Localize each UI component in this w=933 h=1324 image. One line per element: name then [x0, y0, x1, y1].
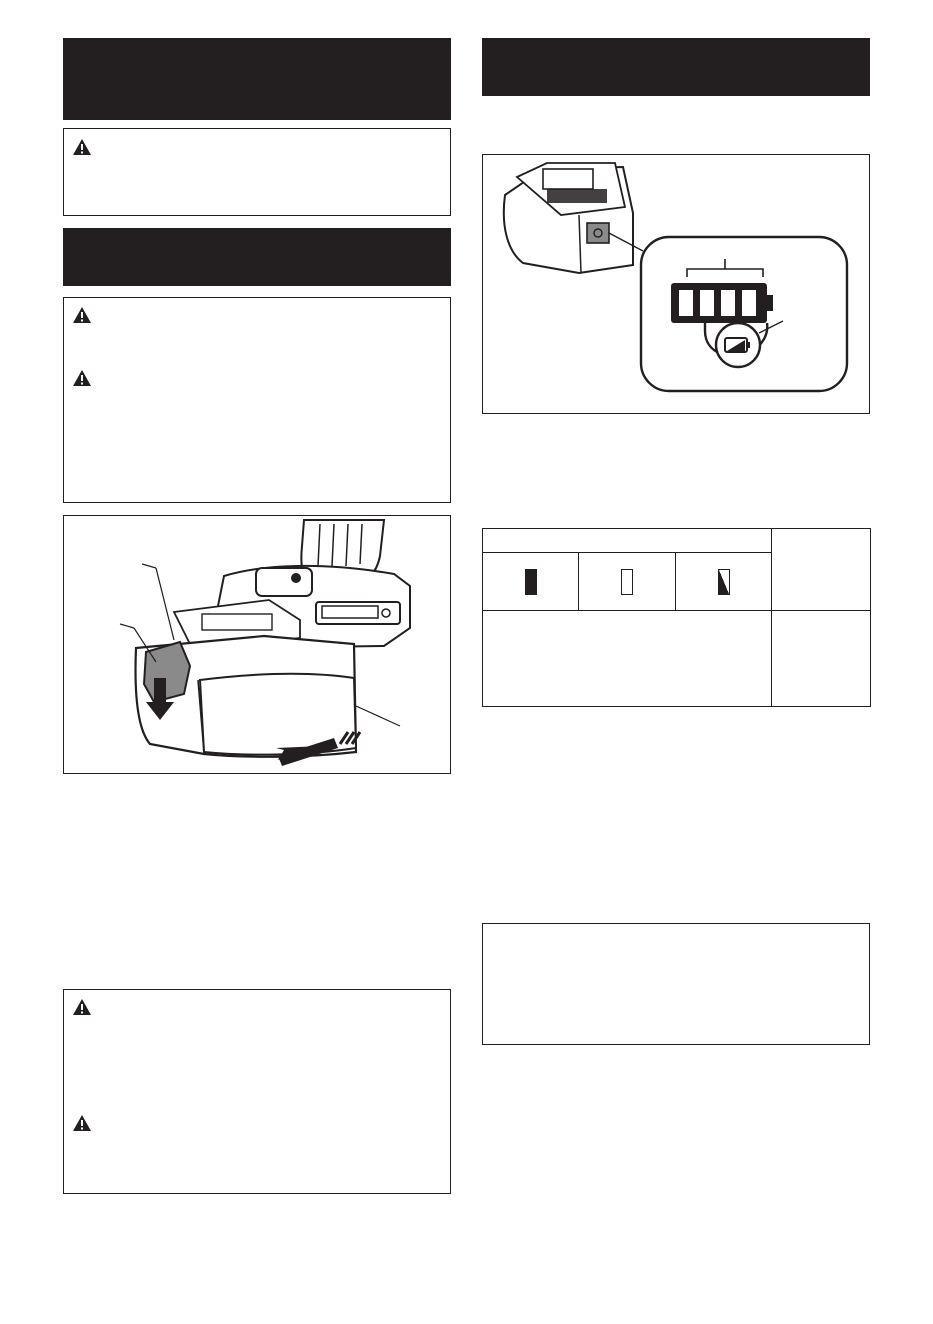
table-header-lamp-status [483, 529, 772, 553]
section-header-bar-2 [63, 228, 451, 286]
warning-triangle-icon [72, 1114, 92, 1132]
warning-triangle-icon [72, 138, 92, 156]
cordless-tool-with-battery-icon [64, 516, 450, 773]
caution-box-2 [63, 297, 451, 503]
section-header-bar-1 [63, 38, 451, 120]
lamp-off-icon [621, 569, 633, 595]
note-box [482, 923, 870, 1045]
legend-blinking [676, 553, 772, 611]
table-row-alternating [483, 611, 871, 707]
caution-box-3 [63, 989, 451, 1194]
battery-pack-icon [483, 155, 869, 413]
warning-triangle-icon [72, 369, 92, 387]
table-header-remaining-capacity [772, 529, 871, 611]
warning-triangle-icon [72, 306, 92, 324]
warning-triangle-icon [72, 998, 92, 1016]
capacity-cell [772, 611, 871, 707]
remaining-capacity-table [482, 528, 871, 707]
lamp-blinking-icon [718, 569, 730, 595]
legend-off [579, 553, 676, 611]
figure-battery-removal [63, 515, 451, 774]
figure-battery-indicator [482, 154, 870, 414]
legend-on [483, 553, 579, 611]
caution-box-1 [63, 128, 451, 216]
section-header-bar-3 [482, 38, 870, 96]
lamp-on-icon [525, 569, 537, 595]
